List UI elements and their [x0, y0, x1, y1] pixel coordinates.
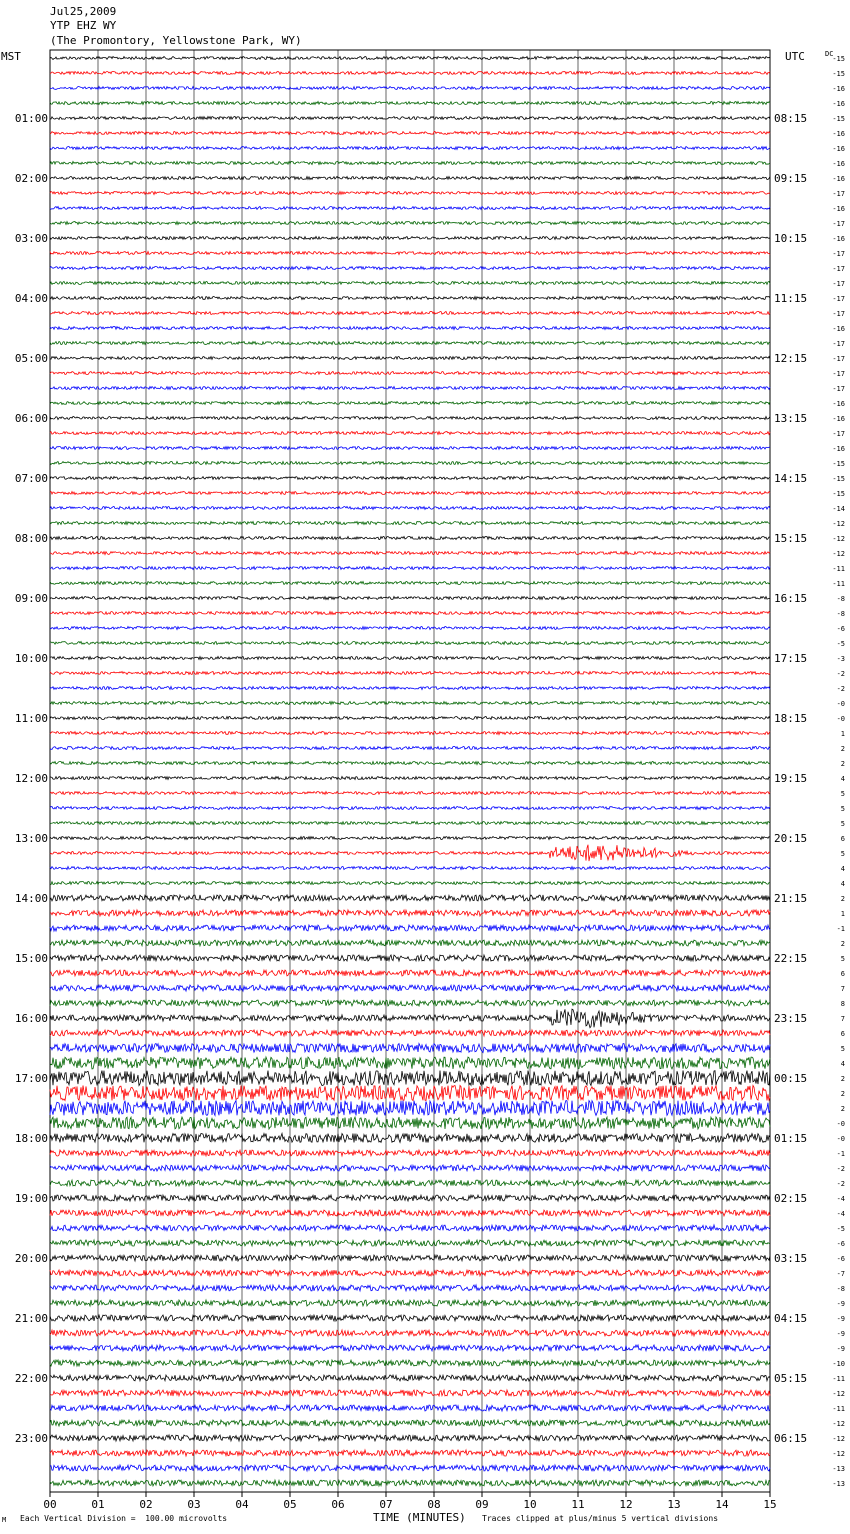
seismic-trace: [50, 657, 770, 660]
dc-offset-label: -7: [836, 1270, 845, 1278]
seismic-trace: [50, 845, 770, 861]
dc-offset-label: 6: [840, 970, 845, 978]
dc-offset-label: -17: [832, 265, 845, 273]
hour-label-mst: 05:00: [14, 352, 48, 365]
dc-offset-label: -2: [836, 1180, 845, 1188]
seismic-trace: [50, 807, 770, 810]
hour-label-mst: 07:00: [14, 472, 48, 485]
seismic-trace: [50, 970, 770, 976]
dc-offset-label: 2: [840, 745, 845, 753]
dc-offset-label: -16: [832, 325, 845, 333]
seismic-trace: [50, 207, 770, 210]
dc-offset-label: -12: [832, 1390, 845, 1398]
seismic-trace: [50, 552, 770, 555]
seismic-trace: [50, 777, 770, 780]
seismic-trace: [50, 357, 770, 360]
seismic-trace: [50, 282, 770, 285]
dc-offset-label: 7: [840, 985, 845, 993]
dc-offset-label: 2: [840, 760, 845, 768]
dc-offset-label: -17: [832, 430, 845, 438]
dc-offset-label: -4: [836, 1195, 845, 1203]
dc-offset-label: 4: [840, 1060, 845, 1068]
hour-label-mst: 14:00: [14, 892, 48, 905]
dc-offset-label: -9: [836, 1300, 845, 1308]
x-tick-label: 07: [379, 1498, 393, 1511]
hour-label-mst: 19:00: [14, 1192, 48, 1205]
hour-label-utc: 13:15: [774, 412, 808, 425]
seismic-trace: [50, 342, 770, 345]
dc-offset-label: -11: [832, 1405, 845, 1413]
seismic-trace: [50, 567, 770, 570]
dc-offset-label: -6: [836, 1240, 845, 1248]
seismic-trace: [50, 117, 770, 120]
dc-offset-label: -15: [832, 490, 845, 498]
station-location: (The Promontory, Yellowstone Park, WY): [50, 34, 302, 47]
dc-offset-label: 1: [840, 730, 845, 738]
x-tick-label: 02: [139, 1498, 153, 1511]
seismic-trace: [50, 312, 770, 315]
seismic-trace: [50, 1390, 770, 1396]
dc-offset-label: 7: [840, 1015, 845, 1023]
seismic-trace: [50, 162, 770, 165]
seismic-trace: [50, 1255, 770, 1261]
hour-label-utc: 00:15: [774, 1072, 808, 1085]
x-tick-label: 08: [427, 1498, 441, 1511]
hour-label-mst: 13:00: [14, 832, 48, 845]
seismic-trace: [50, 372, 770, 375]
dc-offset-label: 2: [840, 940, 845, 948]
dc-offset-label: -17: [832, 355, 845, 363]
dc-offset-label: -17: [832, 190, 845, 198]
seismic-trace: [50, 1300, 770, 1306]
seismic-trace: [50, 895, 770, 901]
seismic-trace: [50, 1057, 770, 1069]
dc-offset-label: -14: [832, 505, 845, 513]
seismic-trace: [50, 1165, 770, 1171]
seismic-trace: [50, 297, 770, 300]
seismic-trace: [50, 747, 770, 750]
hour-label-mst: 11:00: [14, 712, 48, 725]
seismic-trace: [50, 1150, 770, 1156]
dc-offset-label: -0: [836, 1135, 845, 1143]
seismic-trace: [50, 252, 770, 255]
seismic-trace: [50, 792, 770, 795]
dc-offset-label: 5: [840, 820, 845, 828]
dc-offset-label: -16: [832, 235, 845, 243]
seismic-trace: [50, 822, 770, 825]
seismic-trace: [50, 717, 770, 720]
scale-note: Each Vertical Division = 100.00 microvolts: [20, 1514, 228, 1523]
station-code: YTP EHZ WY: [50, 19, 117, 32]
hour-label-utc: 23:15: [774, 1012, 808, 1025]
dc-offset-label: 5: [840, 850, 845, 858]
dc-offset-label: -16: [832, 205, 845, 213]
hour-label-utc: 02:15: [774, 1192, 808, 1205]
seismic-trace: [50, 1435, 770, 1441]
x-tick-label: 05: [283, 1498, 297, 1511]
dc-offset-label: 5: [840, 805, 845, 813]
hour-label-utc: 05:15: [774, 1372, 808, 1385]
hour-label-utc: 17:15: [774, 652, 808, 665]
hour-label-mst: 04:00: [14, 292, 48, 305]
dc-offset-label: -5: [836, 640, 845, 648]
seismic-trace: [50, 627, 770, 630]
seismic-trace: [50, 417, 770, 420]
seismic-trace: [50, 132, 770, 135]
seismic-trace: [50, 507, 770, 510]
seismic-trace: [50, 402, 770, 405]
hour-label-utc: 12:15: [774, 352, 808, 365]
hour-label-mst: 22:00: [14, 1372, 48, 1385]
dc-offset-label: 2: [840, 1105, 845, 1113]
seismic-trace: [50, 1180, 770, 1186]
hour-label-utc: 16:15: [774, 592, 808, 605]
plot-date: Jul25,2009: [50, 5, 117, 18]
timezone-right-label: UTC: [785, 50, 805, 63]
dc-offset-label: -15: [832, 475, 845, 483]
dc-offset-label: -2: [836, 1165, 845, 1173]
seismic-trace: [50, 642, 770, 645]
dc-offset-label: -12: [832, 1450, 845, 1458]
dc-offset-label: -11: [832, 1375, 845, 1383]
x-tick-label: 09: [475, 1498, 489, 1511]
seismic-trace: [50, 1044, 770, 1053]
seismic-trace: [50, 102, 770, 105]
hour-label-mst: 09:00: [14, 592, 48, 605]
timezone-left-label: MST: [1, 50, 21, 63]
dc-offset-label: 4: [840, 775, 845, 783]
dc-offset-label: -3: [836, 655, 845, 663]
hour-label-mst: 02:00: [14, 172, 48, 185]
x-tick-label: 10: [523, 1498, 537, 1511]
dc-offset-label: -17: [832, 340, 845, 348]
clipping-note: Traces clipped at plus/minus 5 vertical divisions: [482, 1514, 719, 1523]
dc-offset-label: 2: [840, 895, 845, 903]
dc-offset-label: 4: [840, 880, 845, 888]
seismic-trace: [50, 672, 770, 675]
dc-offset-label: -12: [832, 520, 845, 528]
dc-offset-label: 2: [840, 1075, 845, 1083]
seismic-trace: [50, 1285, 770, 1291]
dc-offset-label: -13: [832, 1480, 845, 1488]
hour-label-utc: 11:15: [774, 292, 808, 305]
hour-label-utc: 18:15: [774, 712, 808, 725]
hour-label-mst: 12:00: [14, 772, 48, 785]
hour-label-utc: 09:15: [774, 172, 808, 185]
hour-label-utc: 03:15: [774, 1252, 808, 1265]
seismic-trace: [50, 72, 770, 75]
dc-offset-label: -8: [836, 610, 845, 618]
seismic-trace: [50, 537, 770, 540]
dc-offset-label: 8: [840, 1000, 845, 1008]
dc-offset-label: -1: [836, 925, 845, 933]
dc-offset-label: -0: [836, 715, 845, 723]
dc-offset-label: -15: [832, 70, 845, 78]
dc-offset-label: -16: [832, 160, 845, 168]
hour-label-mst: 01:00: [14, 112, 48, 125]
dc-offset-label: -12: [832, 1435, 845, 1443]
dc-offset-label: -13: [832, 1465, 845, 1473]
x-tick-label: 15: [763, 1498, 777, 1511]
dc-offset-label: 5: [840, 1045, 845, 1053]
seismic-trace: [50, 177, 770, 180]
dc-offset-label: -8: [836, 1285, 845, 1293]
seismic-trace: [50, 687, 770, 690]
dc-offset-label: -9: [836, 1345, 845, 1353]
seismic-trace: [50, 955, 770, 961]
dc-offset-label: -15: [832, 115, 845, 123]
hour-label-utc: 22:15: [774, 952, 808, 965]
x-tick-label: 13: [667, 1498, 681, 1511]
x-tick-label: 12: [619, 1498, 633, 1511]
hour-label-utc: 14:15: [774, 472, 808, 485]
dc-offset-label: 6: [840, 835, 845, 843]
plot-frame: [50, 50, 770, 1492]
dc-offset-label: 6: [840, 1030, 845, 1038]
seismic-trace: [50, 1086, 770, 1101]
seismic-trace: [50, 222, 770, 225]
hour-label-mst: 03:00: [14, 232, 48, 245]
dc-offset-label: -12: [832, 535, 845, 543]
seismic-trace: [50, 1480, 770, 1486]
hour-label-utc: 01:15: [774, 1132, 808, 1145]
seismic-trace: [50, 612, 770, 615]
seismic-trace: [50, 1195, 770, 1201]
dc-offset-label: -17: [832, 250, 845, 258]
seismic-trace: [50, 462, 770, 465]
seismic-trace: [50, 327, 770, 330]
dc-offset-label: -10: [832, 1360, 845, 1368]
dc-offset-label: 5: [840, 790, 845, 798]
seismic-trace: [50, 1315, 770, 1321]
hour-label-utc: 20:15: [774, 832, 808, 845]
dc-offset-label: 4: [840, 865, 845, 873]
dc-offset-label: -16: [832, 130, 845, 138]
x-tick-label: 00: [43, 1498, 57, 1511]
dc-offset-label: -16: [832, 445, 845, 453]
seismic-trace: [50, 762, 770, 765]
hour-label-utc: 21:15: [774, 892, 808, 905]
seismic-trace: [50, 1240, 770, 1246]
dc-offset-label: -1: [836, 1150, 845, 1158]
seismic-trace: [50, 582, 770, 585]
seismic-trace: [50, 447, 770, 450]
dc-offset-label: -16: [832, 400, 845, 408]
dc-offset-label: -16: [832, 145, 845, 153]
dc-offset-label: 1: [840, 910, 845, 918]
dc-offset-label: -0: [836, 1120, 845, 1128]
hour-label-mst: 21:00: [14, 1312, 48, 1325]
seismic-trace: [50, 1345, 770, 1351]
x-axis-title: TIME (MINUTES): [373, 1511, 466, 1524]
seismic-trace: [50, 1225, 770, 1231]
x-tick-label: 01: [91, 1498, 105, 1511]
seismic-trace: [50, 1210, 770, 1216]
seismic-trace: [50, 867, 770, 870]
seismic-trace: [50, 147, 770, 150]
seismic-trace: [50, 1405, 770, 1411]
seismic-trace: [50, 1134, 770, 1143]
seismic-trace: [50, 192, 770, 195]
seismic-trace: [50, 732, 770, 735]
seismic-trace: [50, 1030, 770, 1036]
seismic-trace: [50, 1375, 770, 1381]
dc-offset-label: -8: [836, 595, 845, 603]
dc-offset-label: -2: [836, 670, 845, 678]
seismic-trace: [50, 1000, 770, 1006]
dc-offset-label: -17: [832, 280, 845, 288]
dc-offset-label: -9: [836, 1330, 845, 1338]
seismic-trace: [50, 702, 770, 705]
dc-offset-label: -16: [832, 175, 845, 183]
hour-label-utc: 19:15: [774, 772, 808, 785]
seismic-trace: [50, 492, 770, 495]
x-tick-label: 04: [235, 1498, 249, 1511]
x-tick-label: 06: [331, 1498, 345, 1511]
dc-offset-label: -11: [832, 565, 845, 573]
dc-offset-label: -11: [832, 580, 845, 588]
seismic-trace: [50, 910, 770, 916]
hour-label-mst: 16:00: [14, 1012, 48, 1025]
x-tick-label: 11: [571, 1498, 585, 1511]
hour-label-mst: 23:00: [14, 1432, 48, 1445]
dc-offset-label: -5: [836, 1225, 845, 1233]
dc-offset-label: -4: [836, 1210, 845, 1218]
hour-label-utc: 10:15: [774, 232, 808, 245]
dc-offset-label: -12: [832, 1420, 845, 1428]
seismic-trace: [50, 1465, 770, 1471]
dc-offset-label: -17: [832, 310, 845, 318]
seismic-trace: [50, 237, 770, 240]
seismic-trace: [50, 387, 770, 390]
seismic-trace: [50, 1330, 770, 1336]
dc-offset-label: -6: [836, 1255, 845, 1263]
seismic-trace: [50, 940, 770, 946]
seismic-trace: [50, 1117, 770, 1129]
hour-label-utc: 04:15: [774, 1312, 808, 1325]
dc-offset-label: -6: [836, 625, 845, 633]
seismic-trace: [50, 1101, 770, 1116]
dc-offset-label: -17: [832, 370, 845, 378]
seismic-trace: [50, 477, 770, 480]
seismic-trace: [50, 432, 770, 435]
hour-label-mst: 18:00: [14, 1132, 48, 1145]
seismic-trace: [50, 87, 770, 90]
dc-offset-label: -16: [832, 100, 845, 108]
seismic-trace: [50, 837, 770, 840]
dc-offset-label: -15: [832, 460, 845, 468]
seismic-trace: [50, 1071, 770, 1086]
hour-label-utc: 08:15: [774, 112, 808, 125]
seismic-trace: [50, 925, 770, 931]
hour-label-mst: 10:00: [14, 652, 48, 665]
dc-offset-label: 5: [840, 955, 845, 963]
dc-offset-label: -17: [832, 220, 845, 228]
seismic-trace: [50, 1009, 770, 1028]
seismic-trace: [50, 1270, 770, 1276]
hour-label-utc: 15:15: [774, 532, 808, 545]
dc-offset-label: -0: [836, 700, 845, 708]
dc-offset-label: -15: [832, 55, 845, 63]
corner-mark: M: [2, 1516, 7, 1524]
seismic-trace: [50, 882, 770, 885]
dc-offset-label: 2: [840, 1090, 845, 1098]
hour-label-mst: 08:00: [14, 532, 48, 545]
seismic-trace: [50, 1420, 770, 1426]
dc-offset-label: -12: [832, 550, 845, 558]
seismic-trace: [50, 57, 770, 60]
seismic-trace: [50, 267, 770, 270]
seismic-trace: [50, 985, 770, 991]
dc-offset-label: -2: [836, 685, 845, 693]
dc-offset-header: DC: [825, 50, 834, 58]
hour-label-mst: 15:00: [14, 952, 48, 965]
hour-label-utc: 06:15: [774, 1432, 808, 1445]
seismic-trace: [50, 1360, 770, 1366]
dc-offset-label: -16: [832, 85, 845, 93]
dc-offset-label: -9: [836, 1315, 845, 1323]
hour-label-mst: 06:00: [14, 412, 48, 425]
dc-offset-label: -16: [832, 415, 845, 423]
seismic-trace: [50, 1450, 770, 1456]
hour-label-mst: 17:00: [14, 1072, 48, 1085]
hour-label-mst: 20:00: [14, 1252, 48, 1265]
x-tick-label: 14: [715, 1498, 729, 1511]
dc-offset-label: -17: [832, 385, 845, 393]
x-tick-label: 03: [187, 1498, 201, 1511]
seismic-trace: [50, 597, 770, 600]
seismic-trace: [50, 522, 770, 525]
dc-offset-label: -17: [832, 295, 845, 303]
